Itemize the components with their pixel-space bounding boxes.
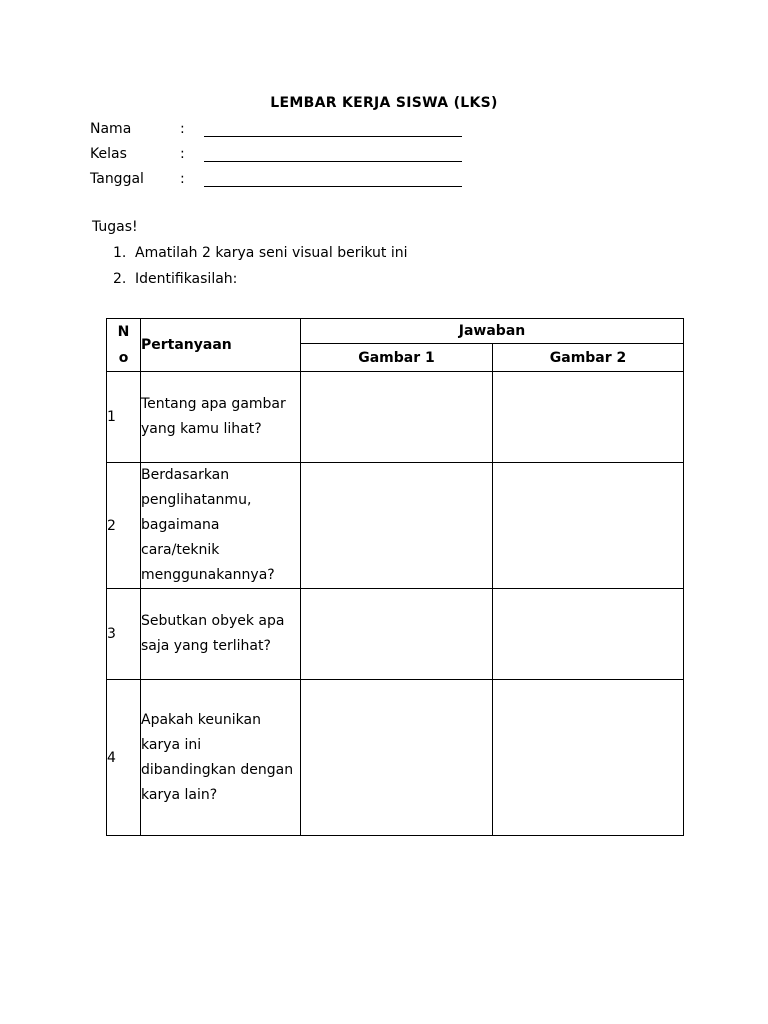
row-question: Apakah keunikan karya ini dibandingkan dengan karya lain? bbox=[141, 680, 301, 836]
answer-cell-image-1[interactable] bbox=[301, 463, 493, 589]
table-row bbox=[107, 372, 684, 463]
row-number: 4 bbox=[107, 680, 141, 836]
row-question: Tentang apa gambar yang kamu lihat? bbox=[141, 372, 301, 463]
header-no-line2: o bbox=[118, 350, 129, 366]
instruction-number: 1. bbox=[113, 245, 127, 261]
instruction-list bbox=[113, 244, 408, 296]
name-label: Nama bbox=[90, 121, 132, 137]
row-number: 1 bbox=[107, 372, 141, 463]
row-question: Sebutkan obyek apa saja yang terlihat? bbox=[141, 589, 301, 680]
header-question: Pertanyaan bbox=[141, 319, 301, 372]
instruction-number: 2. bbox=[113, 271, 127, 287]
header-image-1: Gambar 1 bbox=[301, 344, 493, 372]
header-no bbox=[107, 319, 141, 372]
answer-cell-image-2[interactable] bbox=[493, 680, 684, 836]
header-image-2: Gambar 2 bbox=[493, 344, 684, 372]
page-title: LEMBAR KERJA SISWA (LKS) bbox=[270, 95, 498, 111]
row-question: Berdasarkan penglihatanmu, bagaimana cara/teknik menggunakannya? bbox=[141, 463, 301, 589]
name-colon: : bbox=[180, 121, 185, 137]
class-colon: : bbox=[180, 146, 185, 162]
answer-cell-image-1[interactable] bbox=[301, 589, 493, 680]
table-header-row bbox=[107, 319, 684, 344]
answer-cell-image-2[interactable] bbox=[493, 589, 684, 680]
task-heading: Tugas! bbox=[92, 219, 138, 235]
answer-cell-image-1[interactable] bbox=[301, 680, 493, 836]
table-row bbox=[107, 589, 684, 680]
instruction-text: Identifikasilah: bbox=[135, 271, 238, 287]
instruction-item bbox=[113, 270, 408, 296]
instruction-text: Amatilah 2 karya seni visual berikut ini bbox=[135, 245, 408, 261]
answer-cell-image-1[interactable] bbox=[301, 372, 493, 463]
instruction-item bbox=[113, 244, 408, 270]
date-answer-line[interactable] bbox=[204, 186, 462, 187]
answer-cell-image-2[interactable] bbox=[493, 372, 684, 463]
answer-cell-image-2[interactable] bbox=[493, 463, 684, 589]
row-number: 3 bbox=[107, 589, 141, 680]
header-answer: Jawaban bbox=[301, 319, 684, 344]
date-colon: : bbox=[180, 171, 185, 187]
worksheet-table bbox=[106, 318, 684, 836]
header-no-line1: N bbox=[117, 324, 130, 340]
name-answer-line[interactable] bbox=[204, 136, 462, 137]
row-number: 2 bbox=[107, 463, 141, 589]
class-label: Kelas bbox=[90, 146, 127, 162]
table-row bbox=[107, 680, 684, 836]
class-answer-line[interactable] bbox=[204, 161, 462, 162]
table-row bbox=[107, 463, 684, 589]
date-label: Tanggal bbox=[90, 171, 144, 187]
